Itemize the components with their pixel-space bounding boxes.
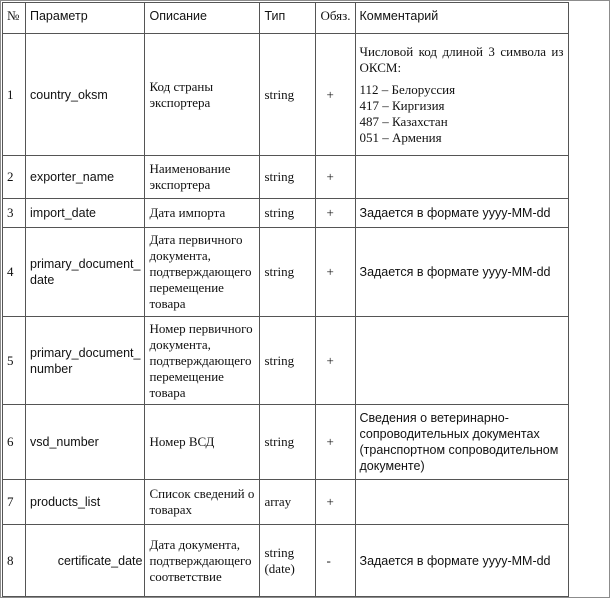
row-type: string: [260, 156, 316, 199]
table-row: [3, 228, 569, 317]
header-param: Параметр: [26, 3, 145, 34]
table-row: [3, 156, 569, 199]
comment-intro: Числовой код длиной 3 символа из ОКСМ:: [359, 43, 564, 75]
row-param: primary_document_ number: [26, 317, 145, 405]
row-num: 3: [3, 199, 26, 228]
row-comment: [355, 156, 568, 199]
table-row: [3, 480, 569, 525]
row-desc: Номер ВСД: [145, 405, 260, 480]
row-required: +: [316, 156, 355, 199]
row-desc: Номер первичного документа, подтверждающего перемещение товара: [145, 317, 260, 405]
row-type: string: [260, 228, 316, 317]
row-comment: Сведения о ветеринарно-сопроводительных документах (транспортном сопроводительном документе): [355, 405, 568, 480]
header-desc: Описание: [145, 3, 260, 34]
row-desc: Дата первичного документа, подтверждающего перемещение товара: [145, 228, 260, 317]
header-type: Тип: [260, 3, 316, 34]
comment-code-item: 051 – Армения: [359, 129, 442, 145]
row-comment: Задается в формате yyyy-MM-dd: [355, 228, 568, 317]
row-comment: [355, 34, 568, 156]
row-required: +: [316, 199, 355, 228]
table-row: [3, 525, 569, 597]
row-num: 7: [3, 480, 26, 525]
row-param: primary_document_ date: [26, 228, 145, 317]
row-type: string: [260, 34, 316, 156]
row-required: -: [316, 525, 355, 597]
row-type: string: [260, 317, 316, 405]
row-param: vsd_number: [26, 405, 145, 480]
row-num: 5: [3, 317, 26, 405]
row-num: 1: [3, 34, 26, 156]
row-desc: Дата документа, подтверждающего соответствие: [145, 525, 260, 597]
row-num: 2: [3, 156, 26, 199]
header-required: Обяз.: [316, 3, 355, 34]
table-row: [3, 34, 569, 156]
header-comment: Комментарий: [355, 3, 568, 34]
row-desc: Список сведений о товарах: [145, 480, 260, 525]
row-type: string: [260, 199, 316, 228]
row-required: +: [316, 317, 355, 405]
parameters-table: [2, 2, 569, 597]
row-comment: Задается в формате yyyy-MM-dd: [355, 525, 568, 597]
row-comment: [355, 317, 568, 405]
row-comment: Задается в формате yyyy-MM-dd: [355, 199, 568, 228]
row-num: 4: [3, 228, 26, 317]
row-param: certificate_date: [26, 525, 145, 597]
row-required: +: [316, 480, 355, 525]
row-desc: Наименование экспортера: [145, 156, 260, 199]
comment-code-item: 417 – Киргизия: [359, 97, 445, 113]
header-num: №: [3, 3, 26, 34]
row-required: +: [316, 34, 355, 156]
row-required: +: [316, 228, 355, 317]
row-param: exporter_name: [26, 156, 145, 199]
row-type: array: [260, 480, 316, 525]
row-desc: Дата импорта: [145, 199, 260, 228]
row-num: 8: [3, 525, 26, 597]
row-required: +: [316, 405, 355, 480]
row-type: string: [260, 405, 316, 480]
row-param: import_date: [26, 199, 145, 228]
table-row: [3, 317, 569, 405]
table-row: [3, 199, 569, 228]
row-num: 6: [3, 405, 26, 480]
row-type: string (date): [260, 525, 316, 597]
comment-code-item: 112 – Белоруссия: [359, 81, 456, 97]
comment-code-item: 487 – Казахстан: [359, 113, 448, 129]
row-comment: [355, 480, 568, 525]
row-desc: Код страны экспортера: [145, 34, 260, 156]
table-header-row: [3, 3, 569, 34]
table-row: [3, 405, 569, 480]
row-param: products_list: [26, 480, 145, 525]
row-param: country_oksm: [26, 34, 145, 156]
